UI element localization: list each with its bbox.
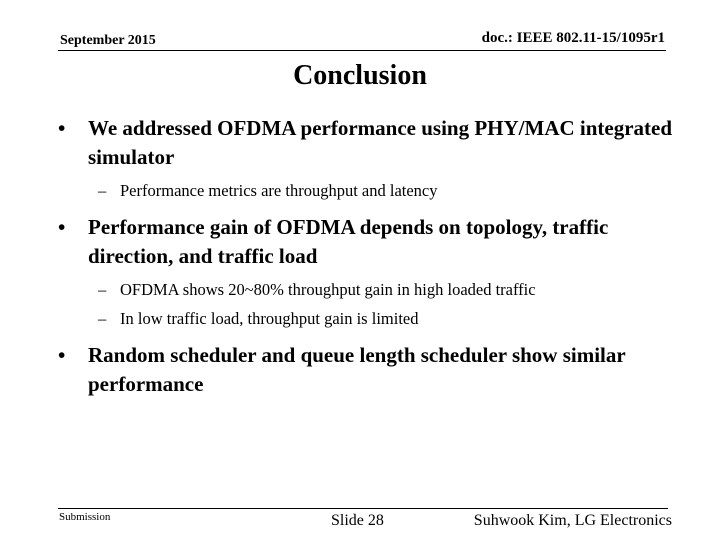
bullet-marker: • — [58, 343, 66, 367]
footer-submission: Submission — [59, 511, 111, 523]
sub-bullet-text: Performance metrics are throughput and latency — [120, 181, 438, 200]
bullet-list — [58, 114, 678, 399]
bullet-item — [58, 213, 678, 271]
bullet-item — [58, 114, 678, 172]
sub-bullet-item — [58, 278, 678, 302]
footer-author: Suhwook Kim, LG Electronics — [473, 512, 672, 529]
footer-divider — [58, 508, 668, 509]
bullet-marker: • — [58, 116, 66, 140]
bullet-text: We addressed OFDMA performance using PHY/MAC integrated simulator — [88, 116, 673, 169]
header-doc-id: doc.: IEEE 802.11-15/1095r1 — [481, 30, 665, 46]
sub-bullet-marker: – — [98, 181, 107, 200]
sub-bullet-marker: – — [98, 309, 107, 328]
sub-bullet-item — [58, 307, 678, 331]
sub-bullet-marker: – — [98, 280, 107, 299]
bullet-text: Random scheduler and queue length scheduler show similar performance — [88, 343, 626, 396]
sub-bullet-text: In low traffic load, throughput gain is limited — [120, 309, 419, 328]
slide-title: Conclusion — [293, 60, 427, 91]
sub-bullet-text: OFDMA shows 20~80% throughput gain in high loaded traffic — [120, 280, 536, 299]
sub-bullet-item — [58, 179, 678, 203]
slide-number: Slide 28 — [331, 512, 384, 529]
bullet-text: Performance gain of OFDMA depends on topology, traffic direction, and traffic load — [88, 215, 609, 268]
bullet-marker: • — [58, 215, 66, 239]
bullet-item — [58, 341, 678, 399]
header-date: September 2015 — [60, 33, 156, 48]
header-divider — [58, 50, 666, 51]
